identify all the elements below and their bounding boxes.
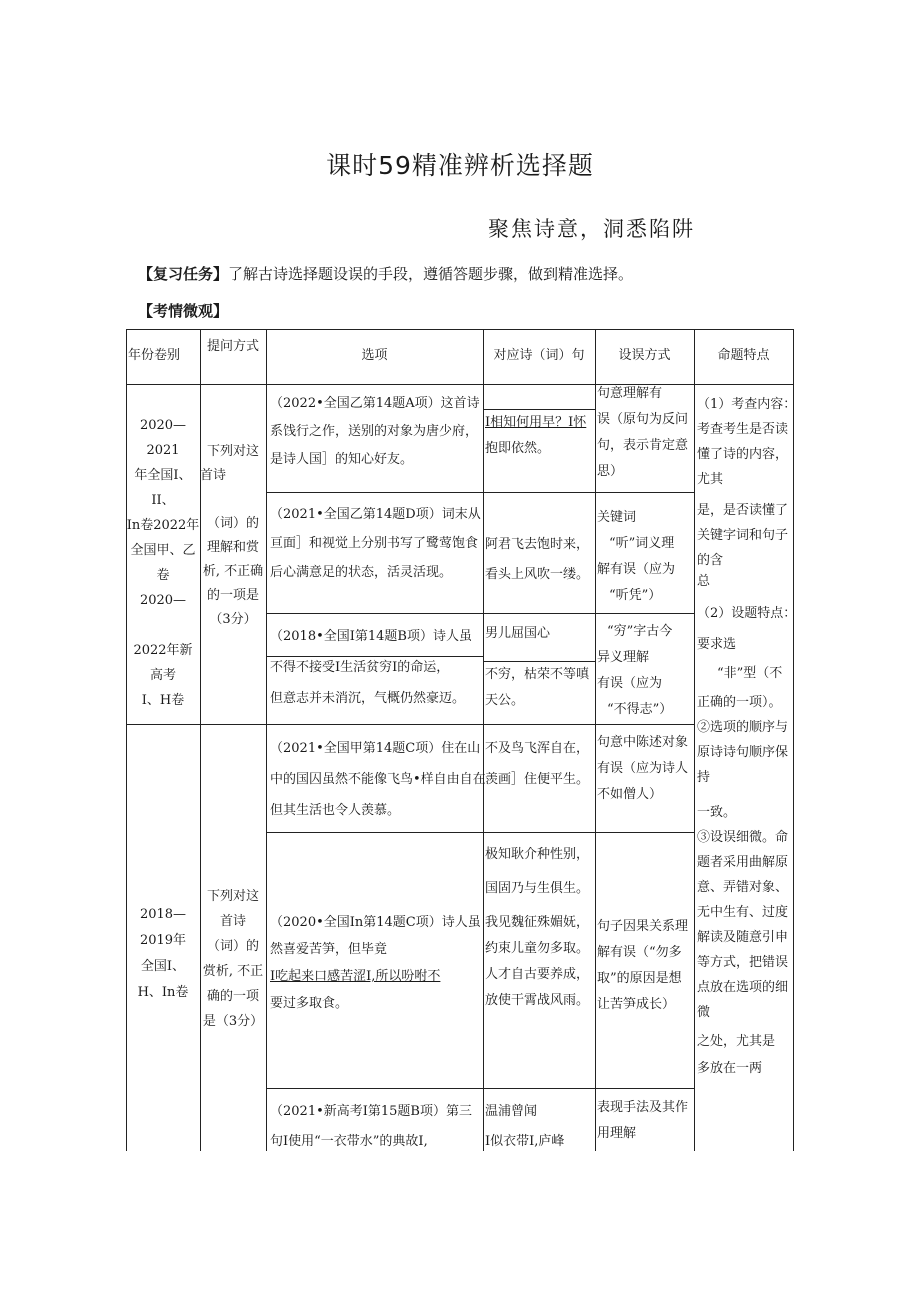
method-line: 关键词 bbox=[597, 510, 637, 525]
option-cell bbox=[270, 621, 472, 714]
col-divider bbox=[694, 329, 695, 1151]
question-line: 下列对这 bbox=[206, 889, 259, 904]
method-line: 误（原句为反问 bbox=[597, 412, 689, 427]
year-line bbox=[126, 613, 200, 638]
method-line: 异义理解 bbox=[597, 650, 650, 665]
verse-line: 极知耿介种性别， bbox=[485, 847, 590, 862]
feature-line: ③设误细微。命 bbox=[697, 830, 789, 845]
method-cell bbox=[597, 619, 672, 723]
header-method: 设误方式 bbox=[618, 348, 671, 363]
option-cell bbox=[270, 500, 481, 587]
header-option: 选项 bbox=[361, 348, 388, 363]
year-line: 2020—2021 bbox=[139, 418, 187, 458]
verse-line: I相知何用早？I怀 bbox=[485, 415, 587, 430]
year-line: 卷 bbox=[156, 568, 170, 583]
verse-line: 不及鸟飞浑自在， bbox=[485, 741, 590, 756]
verse-line: 国固乃与生俱生。 bbox=[485, 881, 590, 896]
verse-line: I似衣带I,庐峰 bbox=[485, 1134, 565, 1149]
question-line: 的一项是 bbox=[206, 588, 259, 603]
option-line: （2021•全国甲第14题C项）住在山 bbox=[270, 741, 481, 756]
feature-line: 原诗诗句顺序保 bbox=[697, 745, 789, 760]
verse-cell bbox=[485, 733, 589, 795]
option-line: 但其生活也令人羡慕。 bbox=[270, 803, 401, 818]
option-line: （2020•全国In第14题C项）诗人虽 bbox=[270, 915, 481, 930]
question-line bbox=[200, 488, 266, 512]
header-year: 年份卷别 bbox=[128, 348, 181, 363]
feature-line: 考查考生是否读 bbox=[697, 422, 789, 437]
feature-line: 总 bbox=[697, 574, 711, 589]
option-line: 要过多取食。 bbox=[270, 996, 349, 1011]
feature-line: ②选项的顺序与 bbox=[697, 720, 789, 735]
feature-line: 解读及随意引申 bbox=[697, 930, 789, 945]
year-line: 全国I、 bbox=[140, 959, 186, 974]
method-line: 用理解 bbox=[597, 1126, 637, 1141]
verse-line: 约束儿童勿多取。 bbox=[485, 941, 590, 956]
method-line: 取”的原因是想 bbox=[597, 971, 682, 986]
feature-line: 之处，尤其是 bbox=[697, 1034, 776, 1049]
option-line: 不得不接受I生活贫穷I的命运， bbox=[270, 660, 450, 675]
verse-cell bbox=[485, 842, 589, 1014]
feature-line: 尤其 bbox=[697, 472, 724, 487]
option-line: （2022•全国乙第14题A项）这首诗 bbox=[270, 396, 480, 411]
feature-line: “非”型（不 bbox=[717, 666, 783, 681]
method-line: 句意中陈述对象 bbox=[597, 735, 689, 750]
method-cell bbox=[597, 505, 675, 609]
review-task-text: 了解古诗选择题设误的手段，遵循答题步骤，做到精准选择。 bbox=[228, 265, 634, 283]
question-line: 下列对这 bbox=[206, 444, 259, 459]
verse-line: 人才自古要养成， bbox=[485, 967, 590, 982]
year-line: 2018— bbox=[139, 907, 187, 922]
method-cell bbox=[597, 1095, 688, 1147]
year-line: 2022年新 bbox=[133, 643, 193, 658]
feature-cell bbox=[697, 392, 796, 1081]
option-line: 亘面］和视觉上分别书写了鹭莺饱食 bbox=[270, 536, 479, 551]
verse-line: 抱即依然。 bbox=[485, 441, 551, 456]
verse-line: 不穷，枯荣不等嗔 bbox=[485, 667, 590, 682]
page-title: 课时59精准辨析选择题 bbox=[326, 151, 594, 180]
option-line: （2018•全国I第14题B项）诗人虽 bbox=[270, 629, 472, 644]
method-line: “不得志”） bbox=[607, 702, 673, 717]
option-line: 然喜爱苦笋，但毕竟 bbox=[270, 942, 388, 957]
col-divider bbox=[266, 329, 267, 1151]
header-feature: 命题特点 bbox=[717, 348, 770, 363]
verse-line: 男儿屈国心 bbox=[485, 626, 551, 641]
method-line: 解有误（“勿多 bbox=[597, 945, 682, 960]
table-row-divider bbox=[266, 1088, 695, 1089]
col-divider bbox=[595, 329, 596, 1151]
method-line: “听”词义理 bbox=[609, 536, 675, 551]
method-line: “听凭”） bbox=[609, 588, 662, 603]
feature-line: 等方式，把错误 bbox=[697, 955, 789, 970]
verse-line: 我见魏征殊媚妩， bbox=[485, 915, 590, 930]
feature-line: 的含 bbox=[697, 553, 724, 568]
verse-cell bbox=[485, 384, 586, 462]
verse-line bbox=[485, 647, 589, 662]
option-line: 后心满意足的状态，活灵活现。 bbox=[270, 565, 453, 580]
year-line: 高考 bbox=[149, 668, 176, 683]
header-verse: 对应诗（词）句 bbox=[493, 348, 585, 363]
verse-line: 阿君飞去饱时来， bbox=[485, 537, 590, 552]
method-line: “穷”字古今 bbox=[607, 624, 673, 639]
verse-cell bbox=[485, 621, 589, 714]
feature-line: 微 bbox=[697, 1005, 711, 1020]
feature-line: 持 bbox=[697, 770, 711, 785]
method-line: 思） bbox=[597, 464, 624, 479]
verse-line: 羡画］住便平生。 bbox=[485, 772, 590, 787]
year-line: 年全国I、 bbox=[134, 468, 192, 483]
question-line: （3分） bbox=[209, 612, 257, 627]
year-line: 2019年 bbox=[139, 933, 187, 948]
table-row-divider bbox=[266, 492, 695, 493]
feature-line: 懂了诗的内容， bbox=[697, 447, 789, 462]
method-line: 有误（应为 bbox=[597, 676, 663, 691]
question-line: 赏析, 不正 bbox=[202, 964, 264, 979]
verse-line: 温浦曾闻 bbox=[485, 1104, 538, 1119]
feature-line: 要求选 bbox=[697, 637, 737, 652]
year-line: 2020— bbox=[139, 593, 187, 608]
method-line: 句，表示肯定意 bbox=[597, 438, 689, 453]
option-line: 但意志并未消沉，气概仍然豪迈。 bbox=[270, 691, 466, 706]
table-row-divider bbox=[266, 613, 695, 614]
question-line: 首诗 bbox=[219, 914, 246, 929]
verse-line: 看头上风吹一缕。 bbox=[485, 567, 590, 582]
method-line: 表现手法及其作 bbox=[597, 1100, 689, 1115]
method-line: 句子因果关系理 bbox=[597, 919, 689, 934]
group2-year bbox=[126, 902, 200, 1006]
option-cell bbox=[270, 909, 481, 1017]
option-line: （2021•新高考I第15题B项）第三 bbox=[270, 1104, 472, 1119]
group1-question bbox=[200, 440, 266, 632]
question-line: （词）的 bbox=[206, 516, 259, 531]
verse-cell bbox=[485, 530, 589, 590]
option-cell bbox=[270, 733, 486, 826]
option-line: 是诗人国］的知心好友。 bbox=[270, 452, 414, 467]
year-line: 全国甲、乙 bbox=[130, 543, 196, 558]
header-question: 提问方式 bbox=[207, 339, 260, 354]
question-line: （词）的 bbox=[206, 939, 259, 954]
feature-line: （1）考查内容： bbox=[697, 397, 797, 412]
exam-overview-label: 【考情微观】 bbox=[138, 302, 229, 320]
year-line: H、In卷 bbox=[137, 985, 189, 1000]
verse-line: 天公。 bbox=[485, 693, 525, 708]
method-cell bbox=[597, 381, 688, 485]
question-line: 理解和赏 bbox=[206, 540, 259, 555]
question-line: 析, 不正确 bbox=[202, 564, 264, 579]
option-line: 系饯行之作，送别的对象为唐少府， bbox=[270, 424, 479, 439]
feature-line: 题者采用曲解原 bbox=[697, 855, 789, 870]
feature-line: 点放在选项的细 bbox=[697, 980, 789, 995]
review-task-label: 【复习任务】 bbox=[138, 265, 229, 283]
question-line: 是（3分） bbox=[202, 1014, 264, 1029]
feature-line: 关键字词和句子 bbox=[697, 528, 789, 543]
verse-cell bbox=[485, 1097, 564, 1157]
option-cell bbox=[270, 1097, 472, 1157]
feature-line: （2）设题特点： bbox=[697, 606, 797, 621]
question-line: 确的一项 bbox=[206, 989, 259, 1004]
method-line: 让苦笋成长） bbox=[597, 997, 676, 1012]
feature-line: 正确的一项）。 bbox=[697, 695, 782, 710]
option-line: I吃起来口感苦涩I,所以吩咐不 bbox=[270, 969, 441, 984]
feature-line: 一致。 bbox=[697, 805, 737, 820]
table-row-divider bbox=[266, 832, 695, 833]
year-line: II、 bbox=[151, 493, 175, 508]
table-group-divider bbox=[126, 724, 695, 725]
method-cell bbox=[597, 730, 688, 808]
verse-line: 放使干霄战风雨。 bbox=[485, 993, 590, 1008]
option-line: 句I使用“一衣带水”的典故I, bbox=[270, 1134, 428, 1149]
year-line: I、H卷 bbox=[141, 693, 185, 708]
feature-line: 多放在一两 bbox=[697, 1061, 763, 1076]
method-cell bbox=[597, 914, 688, 1018]
question-line: 首诗 bbox=[200, 468, 227, 483]
group2-question bbox=[200, 884, 266, 1034]
method-line: 句意理解有 bbox=[597, 386, 663, 401]
verse-line bbox=[485, 384, 586, 410]
feature-line: 无中生有、过度 bbox=[697, 905, 789, 920]
method-line: 不如僧人） bbox=[597, 787, 663, 802]
method-line: 有误（应为诗人 bbox=[597, 761, 689, 776]
feature-line: 是，是否读懂了 bbox=[697, 503, 789, 518]
group1-year bbox=[126, 413, 200, 713]
year-line: In卷2022年 bbox=[126, 518, 200, 533]
page-subtitle: 聚焦诗意，洞悉陷阱 bbox=[488, 217, 695, 241]
option-cell bbox=[270, 390, 480, 474]
option-line: 中的国囚虽然不能像飞鸟•样自由自在 bbox=[270, 772, 486, 787]
feature-line: 意、弄错对象、 bbox=[697, 880, 789, 895]
option-line: （2021•全国乙第14题D项）词末从 bbox=[270, 507, 481, 522]
method-line: 解有误（应为 bbox=[597, 562, 676, 577]
